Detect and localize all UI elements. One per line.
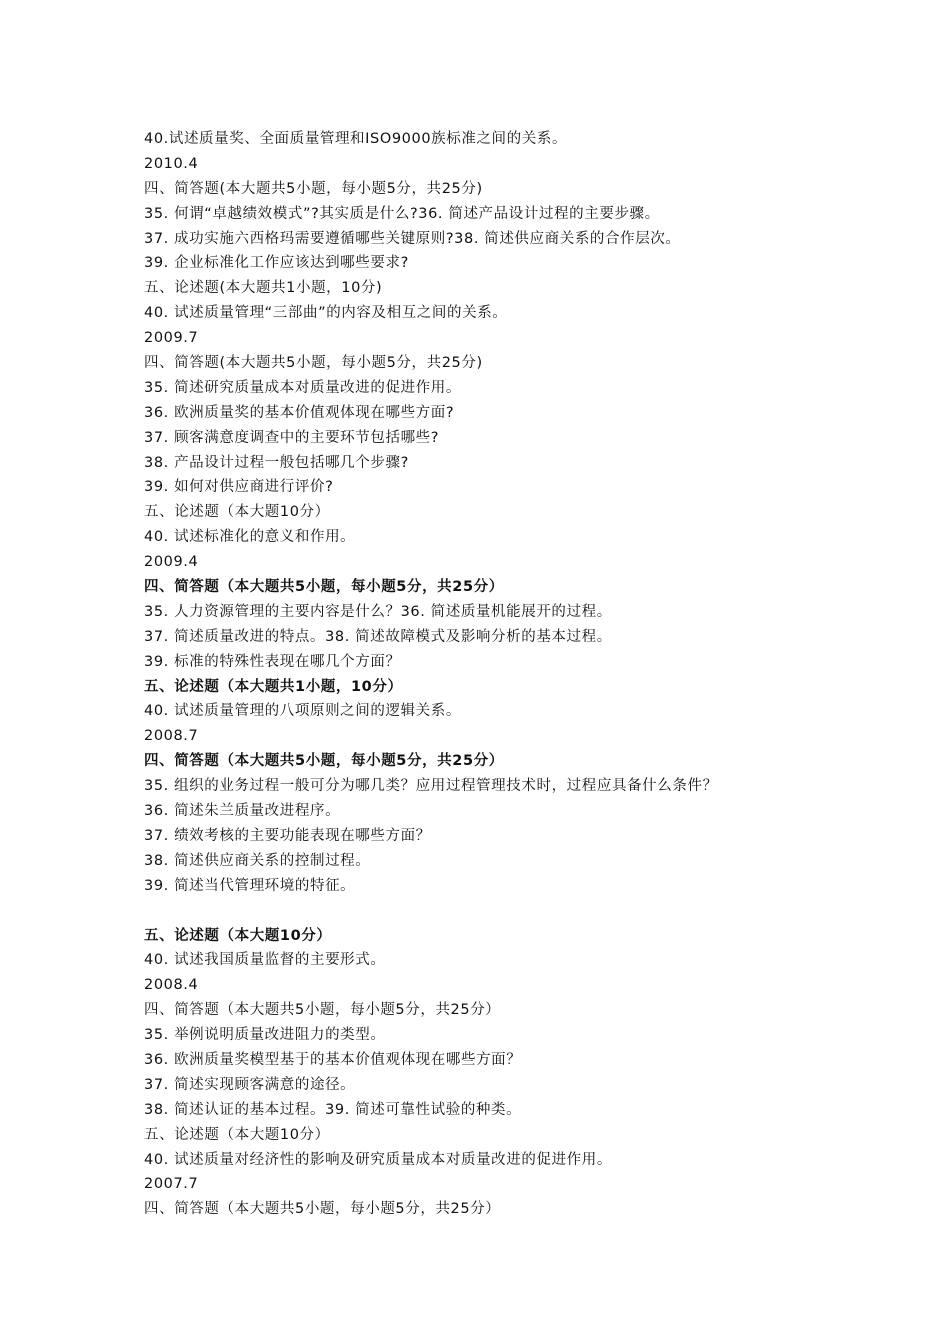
text-line: 37. 绩效考核的主要功能表现在哪些方面？ (144, 827, 431, 844)
text-line: 38. 产品设计过程一般包括哪几个步骤? (144, 454, 409, 471)
text-line: 37. 顾客满意度调查中的主要环节包括哪些? (144, 429, 440, 446)
text-line: 37. 简述质量改进的特点。38. 简述故障模式及影响分析的基本过程。 (144, 628, 612, 645)
text-line: 五、论述题（本大题10分） (144, 927, 332, 944)
text-line: 35. 何谓“卓越绩效模式”?其实质是什么?36. 简述产品设计过程的主要步骤。 (144, 205, 660, 222)
text-line: 2009.7 (144, 330, 199, 347)
text-line: 四、简答题（本大题共5小题，每小题5分，共25分） (144, 1201, 501, 1218)
text-line: 35. 举例说明质量改进阻力的类型。 (144, 1027, 386, 1044)
text-line: 39. 企业标准化工作应该达到哪些要求? (144, 255, 409, 272)
text-line: 四、简答题(本大题共5小题，每小题5分，共25分) (144, 180, 483, 197)
text-line: 2010.4 (144, 155, 199, 172)
text-line: 2007.7 (144, 1176, 199, 1193)
text-line: 38. 简述供应商关系的控制过程。 (144, 852, 371, 869)
text-line: 38. 简述认证的基本过程。39. 简述可靠性试验的种类。 (144, 1101, 522, 1118)
text-line: 37. 简述实现顾客满意的途径。 (144, 1076, 356, 1093)
text-line: 36. 欧洲质量奖模型基于的基本价值观体现在哪些方面？ (144, 1051, 522, 1068)
text-line: 40. 试述标准化的意义和作用。 (144, 529, 356, 546)
text-line: 2009.4 (144, 554, 199, 571)
text-line: 五、论述题（本大题10分） (144, 1126, 330, 1143)
text-line: 五、论述题(本大题共1小题，10分) (144, 280, 383, 297)
text-line: 2008.7 (144, 728, 199, 745)
text-line: 35. 组织的业务过程一般可分为哪几类？应用过程管理技术时，过程应具备什么条件？ (144, 778, 718, 795)
text-line: 四、简答题（本大题共5小题，每小题5分，共25分） (144, 579, 504, 596)
text-line: 39. 简述当代管理环境的特征。 (144, 877, 356, 894)
text-line: 39. 如何对供应商进行评价? (144, 479, 334, 496)
text-line: 40.试述质量奖、全面质量管理和ISO9000族标准之间的关系。 (144, 131, 568, 147)
text-line: 35. 简述研究质量成本对质量改进的促进作用。 (144, 379, 461, 396)
text-line: 37. 成功实施六西格玛需要遵循哪些关键原则?38. 简述供应商关系的合作层次。 (144, 230, 681, 247)
text-line: 2008.4 (144, 977, 199, 994)
document-body (144, 127, 924, 1222)
text-line: 36. 简述朱兰质量改进程序。 (144, 803, 341, 820)
text-line: 36. 欧洲质量奖的基本价值观体现在哪些方面? (144, 404, 455, 421)
text-line: 40. 试述质量对经济性的影响及研究质量成本对质量改进的促进作用。 (144, 1151, 612, 1168)
text-line: 40. 试述质量管理的八项原则之间的逻辑关系。 (144, 703, 461, 720)
text-line: 39. 标准的特殊性表现在哪几个方面？ (144, 653, 401, 670)
text-line: 40. 试述质量管理“三部曲”的内容及相互之间的关系。 (144, 305, 508, 322)
text-line: 四、简答题（本大题共5小题，每小题5分，共25分） (144, 753, 504, 770)
text-line: 40. 试述我国质量监督的主要形式。 (144, 952, 386, 969)
text-line: 四、简答题（本大题共5小题，每小题5分，共25分） (144, 1002, 501, 1019)
text-line: 35. 人力资源管理的主要内容是什么？36. 简述质量机能展开的过程。 (144, 603, 612, 620)
text-line: 四、简答题(本大题共5小题，每小题5分，共25分) (144, 355, 483, 372)
text-line: 五、论述题（本大题10分） (144, 504, 330, 521)
text-line: 五、论述题（本大题共1小题，10分） (144, 678, 403, 695)
